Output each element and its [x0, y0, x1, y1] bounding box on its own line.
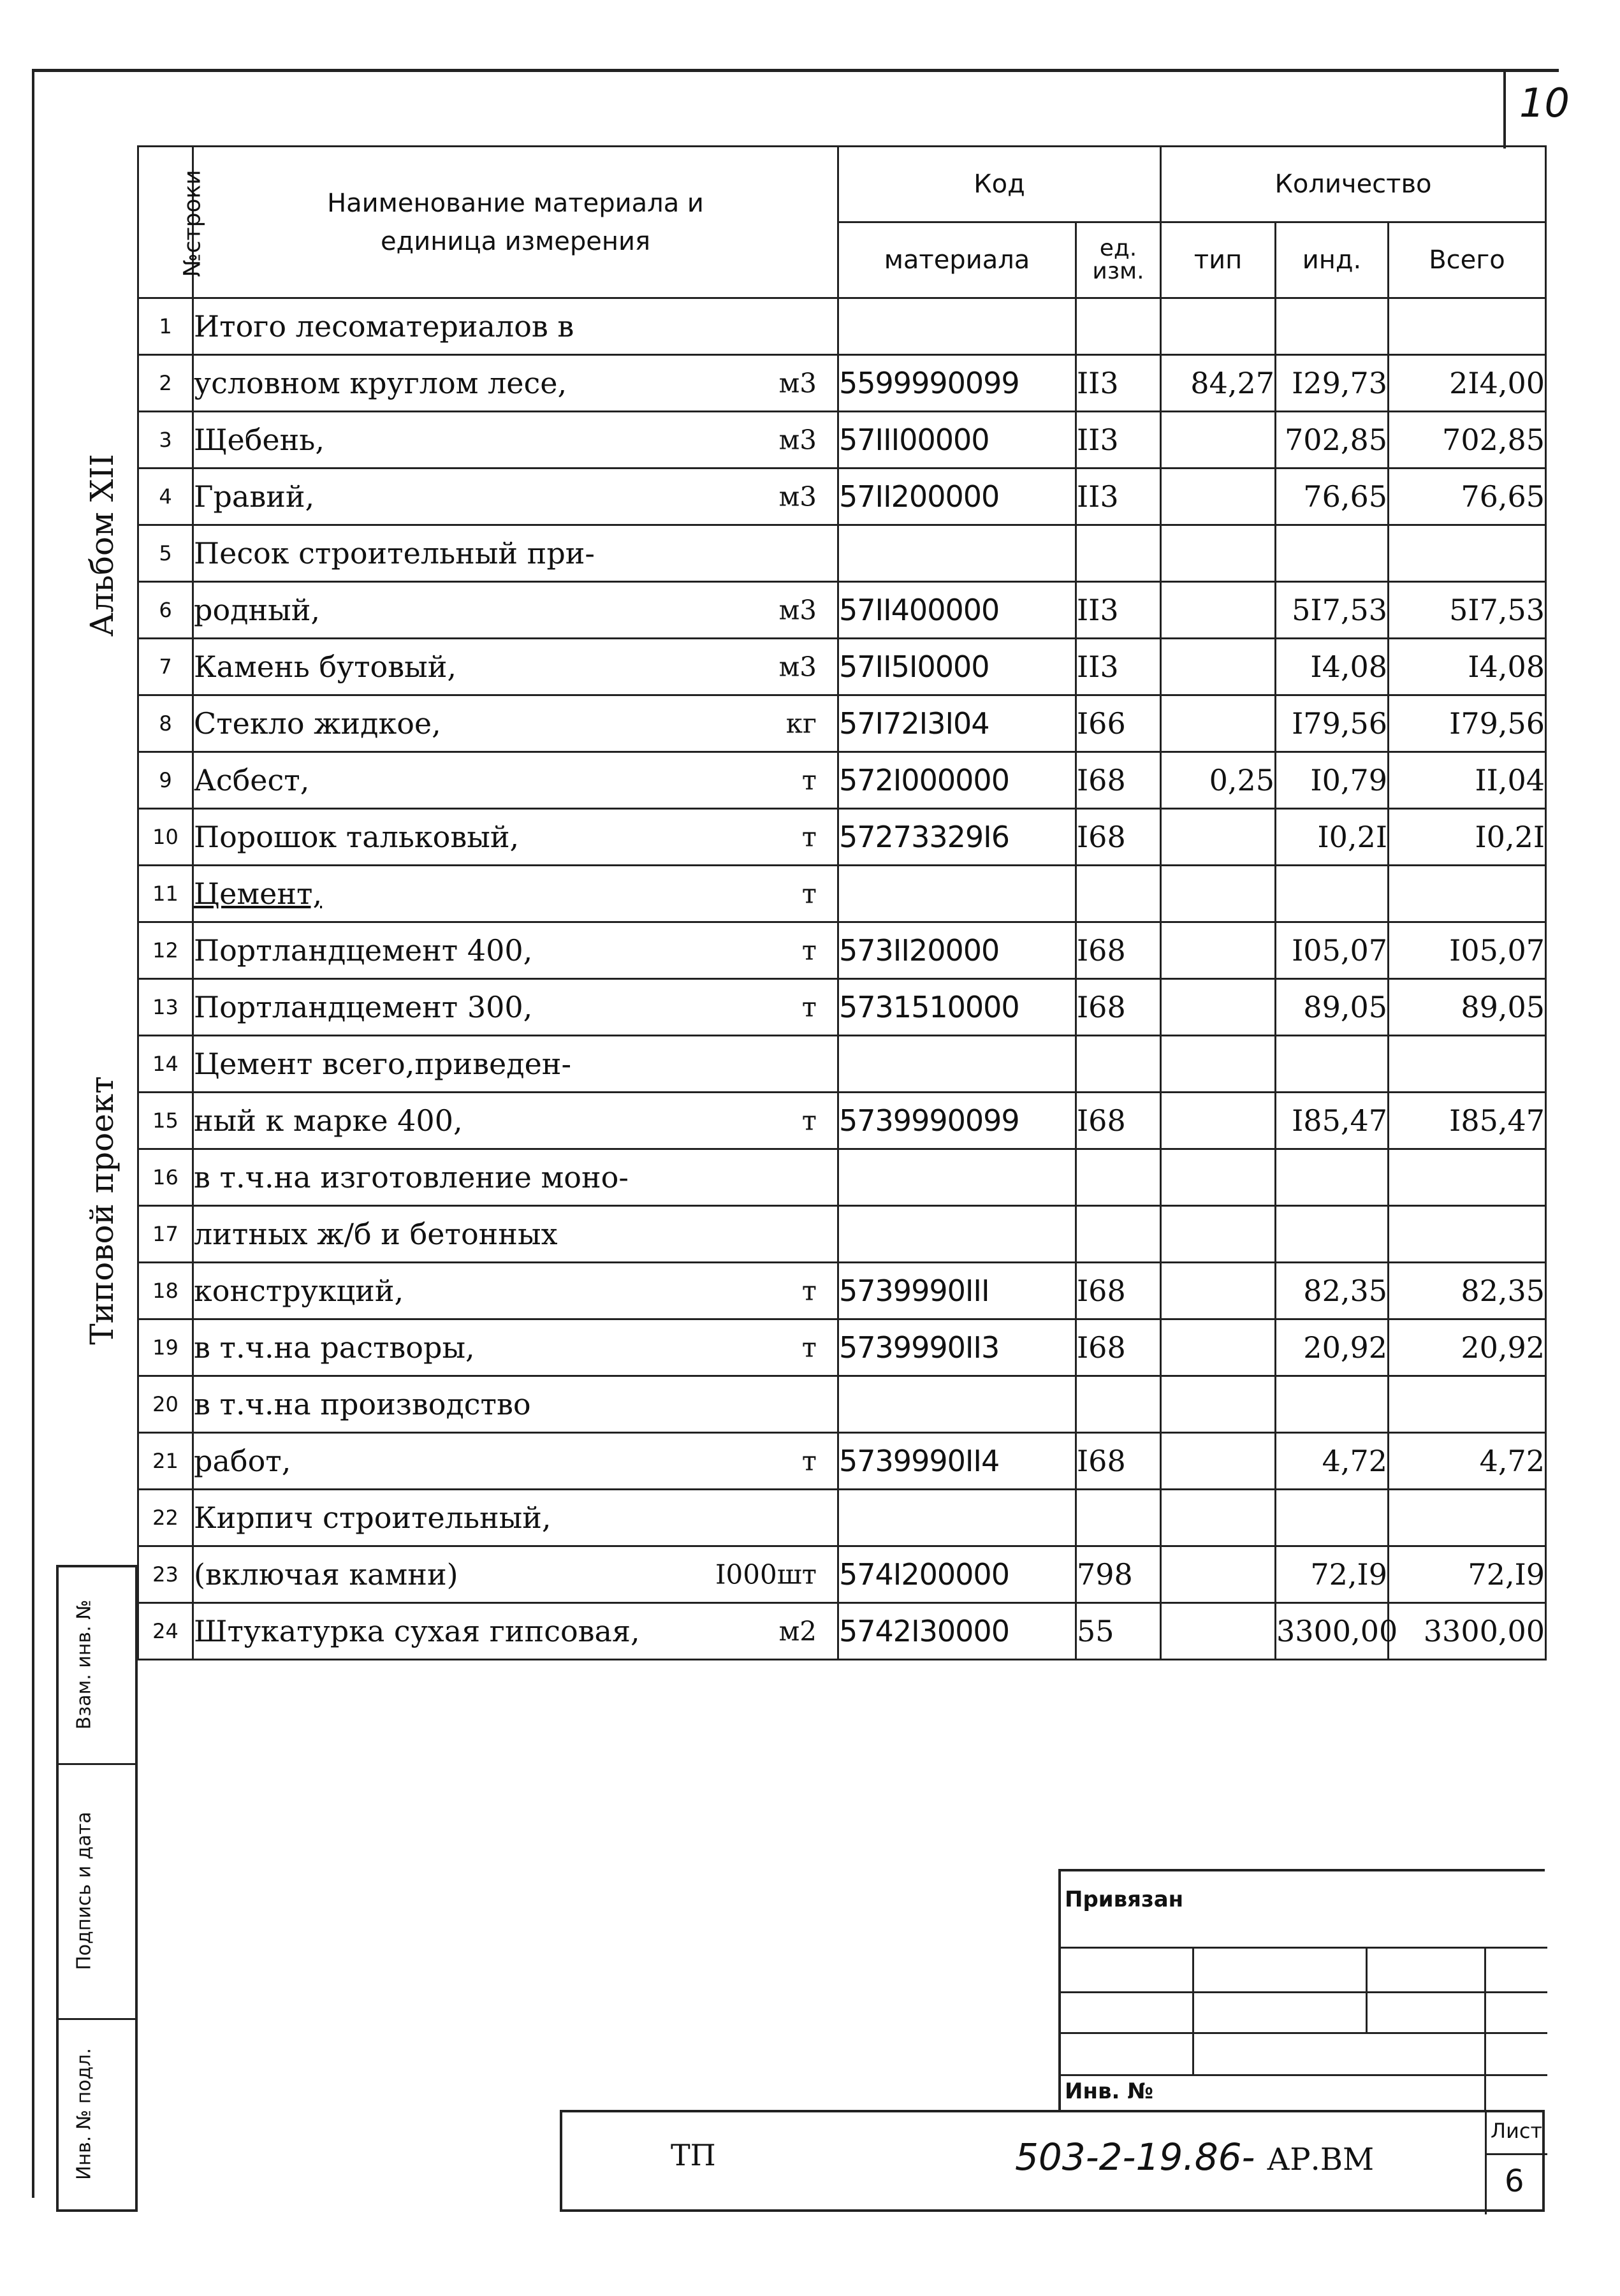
unit-code: II3 — [1076, 639, 1161, 695]
table-row — [138, 525, 1546, 582]
row-number: 23 — [138, 1546, 193, 1603]
qty-type — [1161, 469, 1276, 525]
inv-number-label: Инв. № — [1065, 2079, 1154, 2104]
unit-code: I68 — [1076, 1093, 1161, 1149]
unit-code: I68 — [1076, 1433, 1161, 1490]
table-row — [138, 979, 1546, 1036]
material-name: Щебень, — [194, 423, 325, 457]
material-name-cell — [193, 1433, 838, 1490]
qty-total: 76,65 — [1389, 469, 1546, 525]
material-unit: т — [801, 1332, 817, 1363]
material-name: Кирпич строительный, — [194, 1500, 551, 1535]
stamp-cell-replaced — [59, 1567, 135, 1765]
qty-type — [1161, 525, 1276, 582]
material-unit: м2 — [778, 1615, 817, 1647]
qty-ind: 76,65 — [1276, 469, 1389, 525]
row-number: 17 — [138, 1206, 193, 1263]
material-name-cell — [193, 866, 838, 922]
row-number: 20 — [138, 1376, 193, 1433]
sheet-label: Лист — [1491, 2119, 1543, 2143]
qty-total: 82,35 — [1389, 1263, 1546, 1319]
material-name-cell — [193, 355, 838, 412]
row-number: 8 — [138, 695, 193, 752]
qty-type — [1161, 298, 1276, 355]
title-block — [560, 2110, 1545, 2212]
material-code — [838, 1376, 1076, 1433]
material-name-cell — [193, 1149, 838, 1206]
qty-total — [1389, 525, 1546, 582]
row-number: 3 — [138, 412, 193, 469]
material-name: ный к марке 400, — [194, 1103, 463, 1138]
table-row — [138, 1206, 1546, 1263]
qty-total: I79,56 — [1389, 695, 1546, 752]
material-name: Цемент всего,приведен- — [194, 1047, 572, 1081]
row-number: 19 — [138, 1319, 193, 1376]
row-number: 16 — [138, 1149, 193, 1206]
frame-left-line — [32, 69, 34, 2198]
row-number: 14 — [138, 1036, 193, 1093]
row-number: 4 — [138, 469, 193, 525]
material-code: 57II400000 — [838, 582, 1076, 639]
material-unit: кг — [785, 708, 817, 739]
unit-code — [1076, 525, 1161, 582]
qty-ind — [1276, 1206, 1389, 1263]
material-code: 57III00000 — [838, 412, 1076, 469]
material-code: 57273329I6 — [838, 809, 1076, 866]
material-code — [838, 298, 1076, 355]
material-name-cell — [193, 469, 838, 525]
header-row-1 — [138, 147, 1546, 222]
material-name-cell — [193, 525, 838, 582]
unit-code: I68 — [1076, 1319, 1161, 1376]
stamp-label-replaced: Взам. инв. № — [73, 1599, 96, 1730]
unit-code: II3 — [1076, 582, 1161, 639]
material-code: 5742I30000 — [838, 1603, 1076, 1660]
qty-type — [1161, 1376, 1276, 1433]
attached-block — [1058, 1869, 1545, 2110]
material-name-cell — [193, 979, 838, 1036]
material-name: конструкций, — [194, 1274, 404, 1308]
row-number: 2 — [138, 355, 193, 412]
material-name: работ, — [194, 1444, 291, 1478]
qty-type — [1161, 1206, 1276, 1263]
material-code — [838, 1206, 1076, 1263]
material-code — [838, 866, 1076, 922]
material-unit: т — [801, 991, 817, 1023]
table-row — [138, 1603, 1546, 1660]
unit-code: I68 — [1076, 922, 1161, 979]
material-unit: т — [801, 878, 817, 910]
table-row — [138, 866, 1546, 922]
qty-type — [1161, 412, 1276, 469]
material-name: литных ж/б и бетонных — [194, 1217, 558, 1251]
stamp-cell-signature — [59, 1765, 135, 2020]
unit-code — [1076, 298, 1161, 355]
header-code-group: Код — [838, 147, 1161, 222]
material-code: 57I72I3I04 — [838, 695, 1076, 752]
material-name: Асбест, — [194, 763, 310, 797]
qty-ind: 72,I9 — [1276, 1546, 1389, 1603]
material-code — [838, 1490, 1076, 1546]
unit-code: I68 — [1076, 809, 1161, 866]
material-code: 573II20000 — [838, 922, 1076, 979]
qty-ind: 20,92 — [1276, 1319, 1389, 1376]
materials-rows — [138, 298, 1546, 1660]
row-number: 6 — [138, 582, 193, 639]
row-number: 15 — [138, 1093, 193, 1149]
qty-type — [1161, 1603, 1276, 1660]
stamp-cell-original — [59, 2020, 135, 2211]
material-name: Порошок тальковый, — [194, 820, 520, 854]
unit-code: II3 — [1076, 412, 1161, 469]
table-row — [138, 1433, 1546, 1490]
qty-ind: 82,35 — [1276, 1263, 1389, 1319]
row-number: 7 — [138, 639, 193, 695]
qty-ind — [1276, 1036, 1389, 1093]
material-name: Портландцемент 300, — [194, 990, 533, 1024]
qty-total — [1389, 298, 1546, 355]
material-code: 5739990III — [838, 1263, 1076, 1319]
qty-type — [1161, 866, 1276, 922]
material-name-cell — [193, 1036, 838, 1093]
frame-top-line — [32, 69, 1559, 72]
header-name — [193, 147, 838, 298]
unit-code — [1076, 1149, 1161, 1206]
table-row — [138, 1376, 1546, 1433]
qty-total: 702,85 — [1389, 412, 1546, 469]
material-name: Стекло жидкое, — [194, 706, 441, 741]
material-name-cell — [193, 582, 838, 639]
qty-total: 5I7,53 — [1389, 582, 1546, 639]
table-row — [138, 582, 1546, 639]
qty-total — [1389, 1036, 1546, 1093]
material-unit: м3 — [778, 424, 817, 456]
material-unit: т — [801, 1275, 817, 1307]
qty-total: 89,05 — [1389, 979, 1546, 1036]
qty-ind: 702,85 — [1276, 412, 1389, 469]
unit-code — [1076, 1206, 1161, 1263]
qty-type — [1161, 1149, 1276, 1206]
qty-type — [1161, 1036, 1276, 1093]
material-name-cell — [193, 298, 838, 355]
qty-ind — [1276, 525, 1389, 582]
material-name: Итого лесоматериалов в — [194, 309, 574, 344]
material-name-cell — [193, 1603, 838, 1660]
material-code: 5599990099 — [838, 355, 1076, 412]
qty-total: 72,I9 — [1389, 1546, 1546, 1603]
material-unit: т — [801, 934, 817, 966]
attached-label: Привязан — [1065, 1887, 1184, 1912]
material-unit: м3 — [778, 481, 817, 512]
qty-ind: I85,47 — [1276, 1093, 1389, 1149]
material-name: Камень бутовый, — [194, 650, 457, 684]
material-code: 5739990II4 — [838, 1433, 1076, 1490]
qty-type — [1161, 695, 1276, 752]
qty-total: 2I4,00 — [1389, 355, 1546, 412]
material-name: Портландцемент 400, — [194, 933, 533, 968]
project-label: Типовой проект — [84, 1076, 120, 1345]
material-name-cell — [193, 1093, 838, 1149]
qty-ind: I4,08 — [1276, 639, 1389, 695]
row-number: 9 — [138, 752, 193, 809]
material-unit: т — [801, 1445, 817, 1477]
material-name: Гравий, — [194, 479, 315, 514]
material-code: 57II200000 — [838, 469, 1076, 525]
page-number: 10 — [1519, 80, 1570, 126]
table-row — [138, 469, 1546, 525]
material-unit: м3 — [778, 367, 817, 399]
qty-ind: 89,05 — [1276, 979, 1389, 1036]
qty-ind — [1276, 1149, 1389, 1206]
material-name: условном круглом лесе, — [194, 366, 567, 400]
material-name: в т.ч.на изготовление моно- — [194, 1160, 629, 1195]
material-name-cell — [193, 752, 838, 809]
unit-code: 55 — [1076, 1603, 1161, 1660]
material-code: 572I000000 — [838, 752, 1076, 809]
material-unit: т — [801, 1105, 817, 1137]
table-row — [138, 298, 1546, 355]
qty-total: II,04 — [1389, 752, 1546, 809]
row-number: 11 — [138, 866, 193, 922]
row-number: 12 — [138, 922, 193, 979]
qty-total — [1389, 1149, 1546, 1206]
qty-total — [1389, 866, 1546, 922]
header-name-label: Наименование материала и единица измерения — [327, 188, 704, 256]
material-name: родный, — [194, 593, 321, 627]
header-qty-ind: инд. — [1276, 222, 1389, 298]
unit-code: I68 — [1076, 752, 1161, 809]
qty-total — [1389, 1206, 1546, 1263]
qty-ind: 5I7,53 — [1276, 582, 1389, 639]
material-unit: т — [801, 821, 817, 853]
qty-ind: I05,07 — [1276, 922, 1389, 979]
frame-right-tick — [1503, 69, 1506, 149]
qty-ind: I79,56 — [1276, 695, 1389, 752]
qty-total: 4,72 — [1389, 1433, 1546, 1490]
table-row — [138, 1490, 1546, 1546]
header-row-number-label: №строки — [179, 169, 206, 277]
material-name-cell — [193, 1546, 838, 1603]
material-code: 5731510000 — [838, 979, 1076, 1036]
row-number: 22 — [138, 1490, 193, 1546]
qty-type — [1161, 809, 1276, 866]
qty-type: 84,27 — [1161, 355, 1276, 412]
material-name-cell — [193, 412, 838, 469]
unit-code: 798 — [1076, 1546, 1161, 1603]
qty-ind: 3300,00 — [1276, 1603, 1389, 1660]
qty-ind — [1276, 866, 1389, 922]
qty-type — [1161, 1546, 1276, 1603]
qty-total: I05,07 — [1389, 922, 1546, 979]
tp-label: ТП — [671, 2138, 716, 2172]
header-qty-group: Количество — [1161, 147, 1546, 222]
header-qty-total: Всего — [1389, 222, 1546, 298]
document-code-suffix: АР.ВМ — [1266, 2142, 1375, 2177]
material-name: (включая камни) — [194, 1557, 458, 1592]
material-name: в т.ч.на растворы, — [194, 1330, 475, 1365]
row-number: 5 — [138, 525, 193, 582]
material-code — [838, 525, 1076, 582]
unit-code — [1076, 1036, 1161, 1093]
row-number: 10 — [138, 809, 193, 866]
stamp-label-signature: Подпись и дата — [73, 1812, 96, 1970]
qty-type — [1161, 1433, 1276, 1490]
qty-type — [1161, 1263, 1276, 1319]
table-row — [138, 752, 1546, 809]
qty-ind: 4,72 — [1276, 1433, 1389, 1490]
material-name-cell — [193, 1206, 838, 1263]
material-code: 5739990II3 — [838, 1319, 1076, 1376]
header-code-material: материала — [838, 222, 1076, 298]
table-row — [138, 355, 1546, 412]
material-name-cell — [193, 809, 838, 866]
qty-total — [1389, 1490, 1546, 1546]
unit-code: I68 — [1076, 979, 1161, 1036]
table-row — [138, 1546, 1546, 1603]
row-number: 13 — [138, 979, 193, 1036]
qty-ind — [1276, 1490, 1389, 1546]
table-row — [138, 809, 1546, 866]
table-row — [138, 922, 1546, 979]
table-row — [138, 1093, 1546, 1149]
qty-total: I4,08 — [1389, 639, 1546, 695]
qty-ind — [1276, 298, 1389, 355]
unit-code: I68 — [1076, 1263, 1161, 1319]
qty-total: I85,47 — [1389, 1093, 1546, 1149]
stamp-label-original: Инв. № подл. — [73, 2048, 96, 2180]
sheet-number: 6 — [1505, 2163, 1524, 2199]
material-name: в т.ч.на производство — [194, 1387, 531, 1421]
qty-type — [1161, 1319, 1276, 1376]
qty-ind: I0,79 — [1276, 752, 1389, 809]
qty-total: 20,92 — [1389, 1319, 1546, 1376]
unit-code: I66 — [1076, 695, 1161, 752]
header-code-unit: ед. изм. — [1076, 222, 1161, 298]
material-name-cell — [193, 1490, 838, 1546]
material-name-cell — [193, 639, 838, 695]
material-unit: I000шт — [715, 1559, 817, 1590]
table-row — [138, 639, 1546, 695]
material-name: Цемент, — [194, 876, 323, 911]
material-name-cell — [193, 1263, 838, 1319]
material-unit: м3 — [778, 594, 817, 626]
material-code: 57II5I0000 — [838, 639, 1076, 695]
qty-ind: I0,2I — [1276, 809, 1389, 866]
qty-type — [1161, 582, 1276, 639]
material-code: 5739990099 — [838, 1093, 1076, 1149]
qty-type — [1161, 1093, 1276, 1149]
material-name-cell — [193, 695, 838, 752]
qty-type — [1161, 979, 1276, 1036]
material-name: Штукатурка сухая гипсовая, — [194, 1614, 640, 1648]
qty-ind: I29,73 — [1276, 355, 1389, 412]
material-unit: т — [801, 764, 817, 796]
material-name-cell — [193, 1319, 838, 1376]
qty-total: I0,2I — [1389, 809, 1546, 866]
row-number: 1 — [138, 298, 193, 355]
unit-code: II3 — [1076, 355, 1161, 412]
qty-type — [1161, 1490, 1276, 1546]
materials-table — [137, 145, 1547, 1660]
unit-code — [1076, 1376, 1161, 1433]
unit-code — [1076, 866, 1161, 922]
material-code — [838, 1036, 1076, 1093]
table-row — [138, 1149, 1546, 1206]
material-name-cell — [193, 922, 838, 979]
unit-code — [1076, 1490, 1161, 1546]
unit-code: II3 — [1076, 469, 1161, 525]
material-code: 574I200000 — [838, 1546, 1076, 1603]
header-row-number — [138, 147, 206, 298]
table-row — [138, 695, 1546, 752]
material-unit: м3 — [778, 651, 817, 683]
approval-stamp-strip — [56, 1565, 138, 2212]
row-number: 24 — [138, 1603, 193, 1660]
qty-ind — [1276, 1376, 1389, 1433]
material-code — [838, 1149, 1076, 1206]
qty-type — [1161, 639, 1276, 695]
row-number: 21 — [138, 1433, 193, 1490]
document-code-number: 503-2-19.86- — [1015, 2135, 1255, 2179]
table-row — [138, 412, 1546, 469]
qty-total — [1389, 1376, 1546, 1433]
row-number: 18 — [138, 1263, 193, 1319]
table-row — [138, 1319, 1546, 1376]
table-row — [138, 1263, 1546, 1319]
table-row — [138, 1036, 1546, 1093]
qty-total: 3300,00 — [1389, 1603, 1546, 1660]
material-name-cell — [193, 1376, 838, 1433]
material-name: Песок строительный при- — [194, 536, 595, 570]
album-label: Альбом XII — [84, 454, 120, 637]
qty-type: 0,25 — [1161, 752, 1276, 809]
header-qty-type: тип — [1161, 222, 1276, 298]
qty-type — [1161, 922, 1276, 979]
document-code — [1015, 2135, 1374, 2179]
